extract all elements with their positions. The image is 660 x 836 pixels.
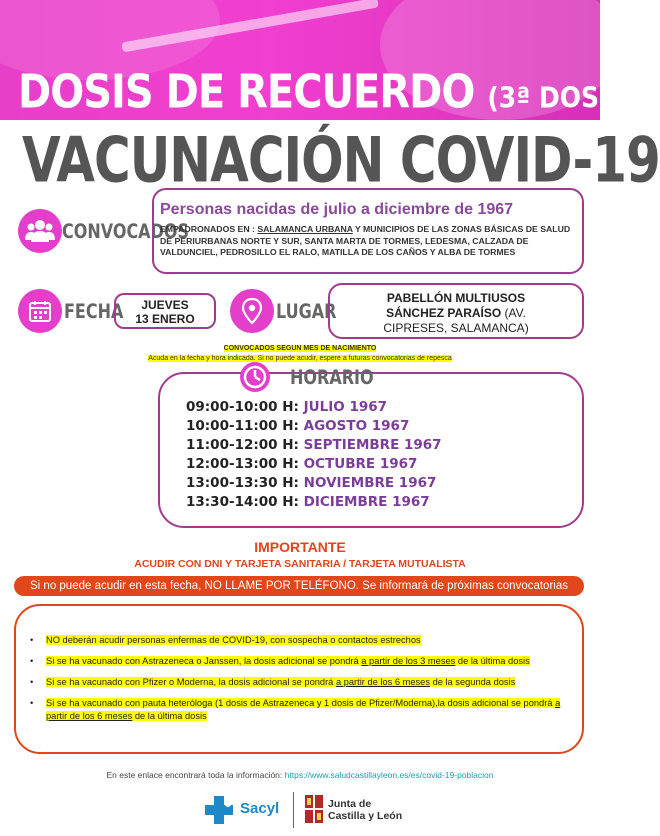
fecha-date: 13 ENERO: [135, 312, 195, 326]
important-subtitle: ACUDIR CON DNI Y TARJETA SANITARIA / TARJETA MUTUALISTA: [134, 558, 466, 570]
horario-label: HORARIO: [290, 366, 374, 389]
list-item: • Si se ha vacunado con pauta heteróloga (1 dosis de Astrazeneca y 1 dosis de Pfizer/Moderna),la dosis adicional se pondrá a partir de los 6 meses de la última dosis: [30, 698, 561, 721]
no-call-banner: Si no puede acudir en esta fecha, NO LLAME POR TELÉFONO. Se informará de próximas convocatorias: [14, 576, 584, 596]
schedule-row: 10:00-11:00 H: AGOSTO 1967: [186, 418, 410, 434]
clock-icon: [240, 362, 270, 392]
convocados-body: EMPADRONADOS EN : SALAMANCA URBANA Y MUNICIPIOS DE LAS ZONAS BÁSICAS DE SALUD DE PERIURBANAS NORTE Y SUR, SANTA MARTA DE TORMES, LEDESMA, CALZADA DE VALDUNCIEL, PEDROSILLO EL RALO, MATILLA DE LOS CAÑOS Y ALBA DE TORMES: [160, 224, 571, 257]
logo-divider: [293, 792, 294, 828]
main-title: VACUNACIÓN COVID-19: [22, 124, 660, 197]
lugar-box: PABELLÓN MULTIUSOS SÁNCHEZ PARAÍSO (AV. CIPRESES, SALAMANCA): [328, 283, 584, 339]
schedule-row: 12:00-13:00 H: OCTUBRE 1967: [186, 456, 418, 472]
hero-title: DOSIS DE RECUERDO (3ª DOSIS): [18, 66, 638, 119]
hero-title-suffix: (3ª DOSIS): [487, 80, 638, 115]
footer-info: En este enlace encontrará toda la información: https://www.saludcastillayleon.es/es/covid-19-poblacion: [106, 770, 494, 780]
lugar-label: LUGAR: [276, 300, 337, 323]
warnings-list: [30, 634, 580, 731]
schedule-list: [186, 398, 486, 512]
schedule-row: 13:00-13:30 H: NOVIEMBRE 1967: [186, 475, 437, 491]
fecha-day: JUEVES: [141, 298, 189, 312]
important-title: IMPORTANTE: [254, 539, 346, 555]
list-item: • Si se ha vacunado con Astrazeneca o Janssen, la dosis adicional se pondrá a partir de los 3 meses de la última dosis: [30, 656, 530, 666]
lugar-line3: CIPRESES, SALAMANCA): [383, 321, 529, 335]
convocados-label: CONVOCADOS: [62, 220, 189, 243]
list-item: • NO deberán acudir personas enfermas de COVID-19, con sospecha o contactos estrechos: [30, 635, 421, 645]
schedule-row: 11:00-12:00 H: SEPTIEMBRE 1967: [186, 437, 442, 453]
info-link[interactable]: https://www.saludcastillayleon.es/es/covid-19-poblacion: [284, 770, 494, 780]
schedule-row: 13:30-14:00 H: DICIEMBRE 1967: [186, 494, 430, 510]
convocados-place: SALAMANCA URBANA: [257, 224, 353, 234]
list-item: • Si se ha vacunado con Pfizer o Moderna, la dosis adicional se pondrá a partir de los 6 meses de la segunda dosis: [30, 677, 516, 687]
lugar-line1: PABELLÓN MULTIUSOS: [386, 291, 526, 305]
junta-line1: Junta de: [328, 798, 372, 810]
convocados-heading: Personas nacidas de julio a diciembre de 1967: [160, 201, 514, 218]
calendar-icon: [18, 289, 62, 333]
schedule-row: 09:00-10:00 H: JULIO 1967: [186, 399, 388, 415]
location-pin-icon: [230, 289, 274, 333]
fecha-box: [114, 293, 216, 329]
lugar-line2: SÁNCHEZ PARAÍSO: [386, 306, 502, 320]
sacyl-logo: [206, 794, 286, 826]
birth-month-note: CONVOCADOS SEGUN MES DE NACIMIENTO: [223, 345, 377, 352]
sacyl-wordmark: Sacyl: [240, 800, 280, 817]
junta-line2: Castilla y León: [328, 810, 403, 822]
fecha-label: FECHA: [64, 300, 124, 323]
people-icon: [18, 209, 62, 253]
attendance-note: Acuda en la fecha y hora indicada. Si no puede acudir, espere a futuras convocatorias de repesca: [148, 355, 452, 362]
junta-logo: [304, 792, 404, 830]
